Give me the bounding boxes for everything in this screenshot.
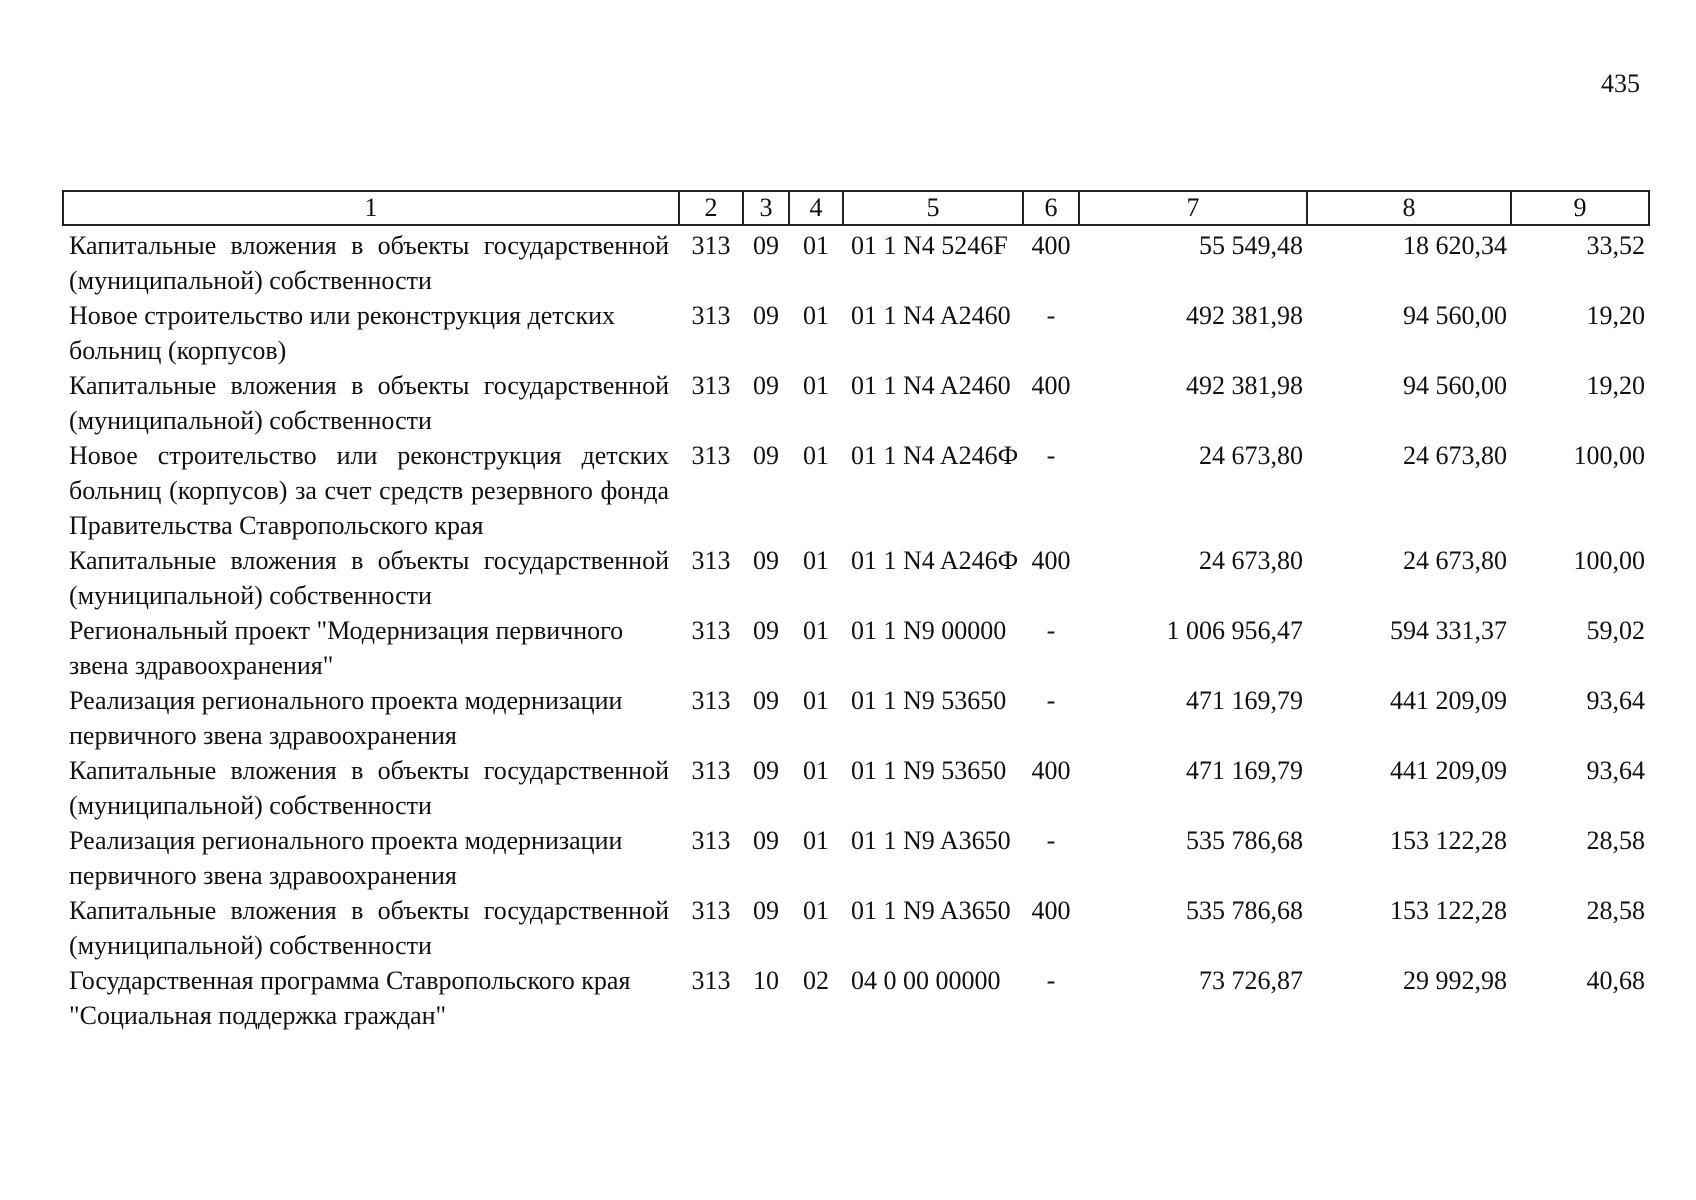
row-name: Реализация регионального проекта модернизации первичного звена здравоохранения — [69, 826, 623, 890]
cell-col-5: 04 0 00 00000 — [851, 966, 1001, 995]
cell-col-4: 01 — [803, 231, 829, 260]
cell-col-6: - — [1046, 441, 1056, 470]
cell-col-5: 01 1 N4 A246Ф — [851, 441, 1019, 470]
cell-col-7: 24 673,80 — [1199, 441, 1303, 470]
header-col-1: 1 — [63, 191, 679, 225]
cell-col-7: 55 549,48 — [1199, 231, 1303, 260]
cell-col-9: 40,68 — [1586, 966, 1645, 995]
cell-col-3: 09 — [753, 546, 779, 575]
page-number: 435 — [1601, 69, 1640, 98]
cell-col-4: 01 — [803, 371, 829, 400]
cell-col-2: 313 — [691, 301, 731, 330]
cell-col-7: 492 381,98 — [1186, 371, 1303, 400]
table-row — [63, 298, 1649, 368]
cell-col-8: 594 331,37 — [1390, 616, 1507, 645]
cell-col-8: 29 992,98 — [1403, 966, 1507, 995]
cell-col-5: 01 1 N9 A3650 — [851, 826, 1011, 855]
cell-col-9: 19,20 — [1586, 371, 1645, 400]
cell-col-8: 153 122,28 — [1390, 896, 1507, 925]
cell-col-4: 01 — [803, 441, 829, 470]
cell-col-6: - — [1046, 826, 1056, 855]
cell-col-3: 09 — [753, 686, 779, 715]
cell-col-5: 01 1 N9 53650 — [851, 756, 1007, 785]
cell-col-7: 535 786,68 — [1186, 896, 1303, 925]
table-row — [63, 438, 1649, 543]
cell-col-9: 28,58 — [1586, 896, 1645, 925]
cell-col-5: 01 1 N9 00000 — [851, 616, 1007, 645]
row-name: Государственная программа Ставропольского края "Социальная поддержка граждан" — [69, 966, 631, 1030]
cell-col-6: 400 — [1031, 756, 1071, 785]
cell-col-4: 01 — [803, 896, 829, 925]
cell-col-3: 09 — [753, 756, 779, 785]
cell-col-8: 24 673,80 — [1403, 441, 1507, 470]
table-body — [63, 225, 1649, 1033]
cell-col-9: 59,02 — [1586, 616, 1645, 645]
table-row — [63, 963, 1649, 1033]
cell-col-8: 153 122,28 — [1390, 826, 1507, 855]
cell-col-5: 01 1 N9 53650 — [851, 686, 1007, 715]
cell-col-3: 09 — [753, 301, 779, 330]
cell-col-9: 33,52 — [1586, 231, 1645, 260]
cell-col-3: 09 — [753, 371, 779, 400]
cell-col-4: 01 — [803, 616, 829, 645]
cell-col-6: - — [1046, 686, 1056, 715]
cell-col-7: 535 786,68 — [1186, 826, 1303, 855]
cell-col-7: 73 726,87 — [1199, 966, 1303, 995]
table-row — [63, 683, 1649, 753]
cell-col-4: 01 — [803, 546, 829, 575]
cell-col-2: 313 — [691, 371, 731, 400]
table-row — [63, 613, 1649, 683]
header-col-6: 6 — [1023, 191, 1079, 225]
cell-col-8: 441 209,09 — [1390, 686, 1507, 715]
cell-col-2: 313 — [691, 231, 731, 260]
cell-col-6: 400 — [1031, 231, 1071, 260]
cell-col-8: 94 560,00 — [1403, 371, 1507, 400]
header-col-7: 7 — [1079, 191, 1307, 225]
header-col-2: 2 — [679, 191, 743, 225]
header-col-8: 8 — [1307, 191, 1511, 225]
row-name: Капитальные вложения в объекты государственной (муниципальной) собственности — [69, 371, 669, 435]
cell-col-7: 24 673,80 — [1199, 546, 1303, 575]
cell-col-4: 01 — [803, 686, 829, 715]
cell-col-6: - — [1046, 616, 1056, 645]
cell-col-4: 01 — [803, 756, 829, 785]
cell-col-9: 19,20 — [1586, 301, 1645, 330]
cell-col-5: 01 1 N4 A2460 — [851, 301, 1011, 330]
cell-col-6: 400 — [1031, 371, 1071, 400]
row-name: Капитальные вложения в объекты государственной (муниципальной) собственности — [69, 231, 669, 295]
table-row — [63, 823, 1649, 893]
header-col-4: 4 — [789, 191, 843, 225]
cell-col-6: - — [1046, 966, 1056, 995]
cell-col-5: 01 1 N4 A246Ф — [851, 546, 1019, 575]
header-col-3: 3 — [743, 191, 789, 225]
cell-col-6: 400 — [1031, 546, 1071, 575]
cell-col-5: 01 1 N4 5246F — [851, 231, 1008, 260]
cell-col-3: 09 — [753, 441, 779, 470]
header-col-9: 9 — [1511, 191, 1649, 225]
row-name: Капитальные вложения в объекты государственной (муниципальной) собственности — [69, 896, 669, 960]
cell-col-2: 313 — [691, 826, 731, 855]
cell-col-8: 94 560,00 — [1403, 301, 1507, 330]
cell-col-2: 313 — [691, 966, 731, 995]
cell-col-9: 100,00 — [1573, 546, 1645, 575]
cell-col-2: 313 — [691, 546, 731, 575]
cell-col-7: 471 169,79 — [1186, 756, 1303, 785]
budget-table — [62, 190, 1650, 1033]
cell-col-5: 01 1 N9 A3650 — [851, 896, 1011, 925]
cell-col-9: 100,00 — [1573, 441, 1645, 470]
cell-col-8: 24 673,80 — [1403, 546, 1507, 575]
row-name: Новое строительство или реконструкция детских больниц (корпусов) — [69, 301, 615, 365]
cell-col-3: 10 — [753, 966, 779, 995]
header-col-5: 5 — [843, 191, 1023, 225]
table-row — [63, 753, 1649, 823]
cell-col-2: 313 — [691, 756, 731, 785]
cell-col-6: - — [1046, 301, 1056, 330]
table-header — [63, 191, 1649, 225]
row-name: Новое строительство или реконструкция детских больниц (корпусов) за счет средств резервного фонда Правительства Ставропольского края — [69, 441, 669, 540]
cell-col-6: 400 — [1031, 896, 1071, 925]
cell-col-2: 313 — [691, 686, 731, 715]
cell-col-4: 01 — [803, 301, 829, 330]
cell-col-3: 09 — [753, 616, 779, 645]
table-row — [63, 225, 1649, 298]
cell-col-7: 492 381,98 — [1186, 301, 1303, 330]
cell-col-4: 01 — [803, 826, 829, 855]
cell-col-8: 18 620,34 — [1403, 231, 1507, 260]
cell-col-3: 09 — [753, 826, 779, 855]
cell-col-7: 1 006 956,47 — [1166, 616, 1303, 645]
cell-col-9: 93,64 — [1586, 686, 1645, 715]
cell-col-2: 313 — [691, 896, 731, 925]
cell-col-5: 01 1 N4 A2460 — [851, 371, 1011, 400]
cell-col-7: 471 169,79 — [1186, 686, 1303, 715]
cell-col-3: 09 — [753, 896, 779, 925]
cell-col-2: 313 — [691, 616, 731, 645]
cell-col-2: 313 — [691, 441, 731, 470]
row-name: Капитальные вложения в объекты государственной (муниципальной) собственности — [69, 756, 669, 820]
header-row — [63, 191, 1649, 225]
row-name: Региональный проект "Модернизация первичного звена здравоохранения" — [69, 616, 624, 680]
table-row — [63, 368, 1649, 438]
cell-col-8: 441 209,09 — [1390, 756, 1507, 785]
cell-col-9: 93,64 — [1586, 756, 1645, 785]
row-name: Реализация регионального проекта модернизации первичного звена здравоохранения — [69, 686, 623, 750]
row-name: Капитальные вложения в объекты государственной (муниципальной) собственности — [69, 546, 669, 610]
cell-col-9: 28,58 — [1586, 826, 1645, 855]
table-row — [63, 543, 1649, 613]
table-row — [63, 893, 1649, 963]
cell-col-3: 09 — [753, 231, 779, 260]
cell-col-4: 02 — [803, 966, 829, 995]
